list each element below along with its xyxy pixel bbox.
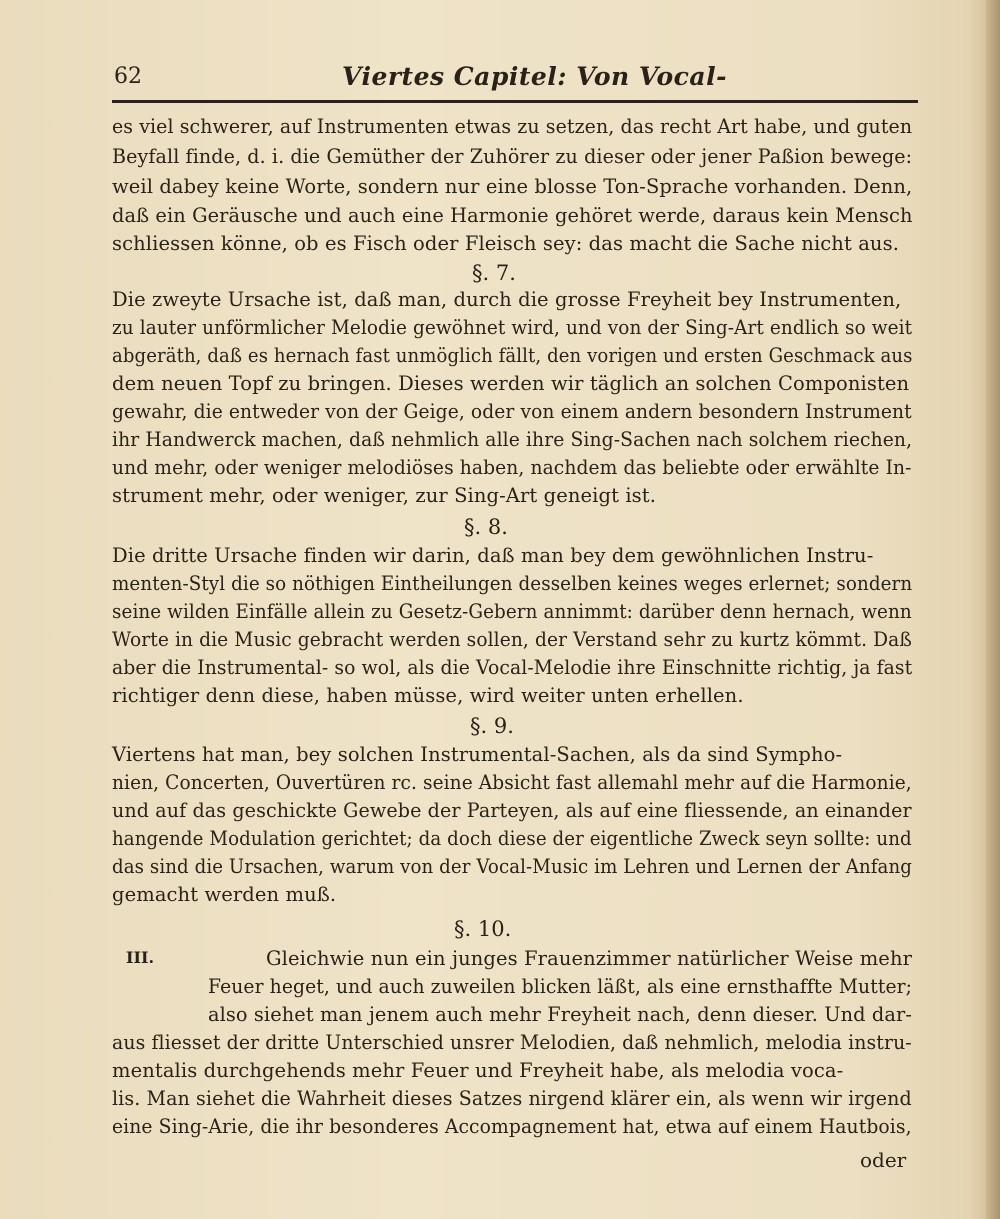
text-line: eine Sing-Arie, die ihr besonderes Accompagnement hat, etwa auf einem Hautbois,	[112, 1115, 912, 1138]
text-line: dem neuen Topf zu bringen. Dieses werden wir täglich an solchen Componisten	[112, 372, 910, 395]
catchword: oder	[860, 1148, 907, 1172]
text-line: menten-Styl die so nöthigen Eintheilungen desselben keines weges erlernet; sondern	[112, 572, 913, 595]
section-heading: §. 8.	[464, 515, 508, 539]
page-gutter	[986, 0, 1000, 1219]
running-title: Viertes Capitel: Von Vocal-	[342, 62, 727, 91]
section-heading: §. 10.	[454, 917, 512, 941]
text-line: und auf das geschickte Gewebe der Parteyen, als auf eine fliessende, an einander	[112, 799, 912, 822]
section-heading: §. 9.	[470, 714, 514, 738]
text-line: hangende Modulation gerichtet; da doch diese der eigentliche Zweck seyn sollte: und	[112, 827, 912, 850]
text-line: das sind die Ursachen, warum von der Vocal-Music im Lehren und Lernen der Anfang	[112, 855, 912, 878]
text-line: richtiger denn diese, haben müsse, wird weiter unten erhellen.	[112, 684, 744, 707]
text-line: ihr Handwerck machen, daß nehmlich alle ihre Sing-Sachen nach solchem riechen,	[112, 428, 913, 451]
text-line: abgeräth, daß es hernach fast unmöglich fällt, den vorigen und ersten Geschmack aus	[112, 344, 913, 367]
text-line: schliessen könne, ob es Fisch oder Fleisch sey: das macht die Sache nicht aus.	[112, 232, 899, 255]
text-line: lis. Man siehet die Wahrheit dieses Satzes nirgend klärer ein, als wenn wir irgend	[112, 1087, 912, 1110]
text-line: nien, Concerten, Ouvertüren rc. seine Absicht fast allemahl mehr auf die Harmonie,	[112, 771, 912, 794]
text-line: aber die Instrumental- so wol, als die Vocal-Melodie ihre Einschnitte richtig, ja fast	[112, 656, 913, 679]
text-line: Gleichwie nun ein junges Frauenzimmer natürlicher Weise mehr	[266, 947, 913, 970]
text-line: und mehr, oder weniger melodiöses haben, nachdem das beliebte oder erwählte In-	[112, 456, 912, 479]
text-line: daß ein Geräusche und auch eine Harmonie gehöret werde, daraus kein Mensch	[112, 204, 913, 227]
text-line: es viel schwerer, auf Instrumenten etwas zu setzen, das recht Art habe, und guten	[112, 115, 913, 138]
text-line: mentalis durchgehends mehr Feuer und Freyheit habe, als melodia voca-	[112, 1059, 844, 1082]
text-line: weil dabey keine Worte, sondern nur eine blosse Ton-Sprache vorhanden. Denn,	[112, 175, 913, 198]
page-number: 62	[114, 64, 142, 89]
text-line: Worte in die Music gebracht werden sollen, der Verstand sehr zu kurtz kömmt. Daß	[112, 628, 912, 651]
text-line: strument mehr, oder weniger, zur Sing-Art geneigt ist.	[112, 484, 656, 507]
text-line: zu lauter unförmlicher Melodie gewöhnet wird, und von der Sing-Art endlich so weit	[112, 316, 913, 339]
text-line: gemacht werden muß.	[112, 883, 337, 906]
text-line: Beyfall finde, d. i. die Gemüther der Zuhörer zu dieser oder jener Paßion bewege:	[112, 145, 913, 168]
text-line: Die zweyte Ursache ist, daß man, durch die grosse Freyheit bey Instrumenten,	[112, 288, 902, 311]
text-line: also siehet man jenem auch mehr Freyheit nach, denn dieser. Und dar-	[208, 1003, 912, 1026]
header-rule	[112, 100, 918, 103]
text-line: Viertens hat man, bey solchen Instrumental-Sachen, als da sind Sympho-	[112, 743, 843, 766]
margin-note: III.	[126, 948, 155, 967]
text-line: gewahr, die entweder von der Geige, oder von einem andern besondern Instrument	[112, 400, 912, 423]
text-line: seine wilden Einfälle allein zu Gesetz-Gebern annimmt: darüber denn hernach, wenn	[112, 600, 912, 623]
section-heading: §. 7.	[472, 261, 516, 285]
text-line: Die dritte Ursache finden wir darin, daß man bey dem gewöhnlichen Instru-	[112, 544, 874, 567]
text-line: aus fliesset der dritte Unterschied unsrer Melodien, daß nehmlich, melodia instru-	[112, 1031, 912, 1054]
page-header	[112, 64, 912, 96]
text-line: Feuer heget, und auch zuweilen blicken läßt, als eine ernsthaffte Mutter;	[208, 975, 913, 998]
